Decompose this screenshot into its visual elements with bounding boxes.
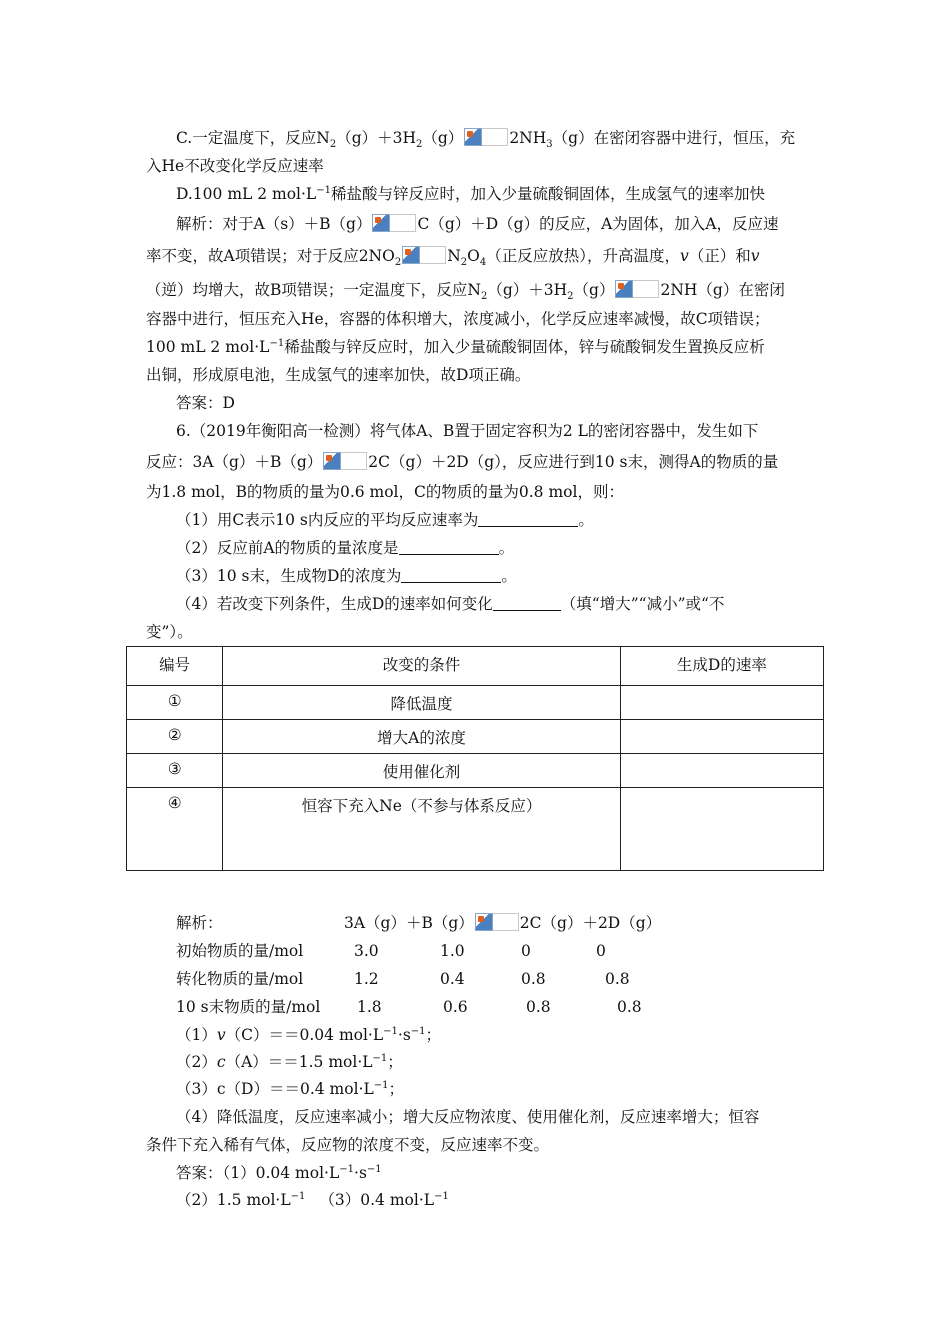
table-header: 生成D的速率 bbox=[620, 647, 823, 686]
row-label: 转化物质的量/mol bbox=[176, 970, 304, 988]
row-value: 0.6 bbox=[443, 998, 468, 1016]
analysis1-line4: 容器中进行，恒压充入He，容器的体积增大，浓度减小，化学反应速率减慢，故C项错误； bbox=[146, 310, 770, 328]
equilibrium-arrow-image bbox=[323, 452, 367, 470]
equilibrium-arrow-image bbox=[372, 214, 416, 232]
answer-2-line2: （2）1.5 $mol\cdot L^{-1}$ （3）0.4 $mol\cdot L^{-1}$ bbox=[176, 1190, 449, 1209]
row-value: 0.8 bbox=[521, 970, 546, 988]
question6-line1: 6.（2019年衡阳高一检测）将气体A、B置于固定容积为2 L的密闭容器中，发生如下 bbox=[176, 422, 759, 440]
question6-part1: （1）用C表示10 s内反应的平均反应速率为 。 bbox=[176, 511, 594, 529]
equilibrium-arrow-image bbox=[402, 246, 446, 264]
row-label: 初始物质的量/mol bbox=[176, 942, 304, 960]
equilibrium-arrow-image bbox=[615, 280, 659, 298]
table-cell-answer[interactable] bbox=[620, 686, 823, 720]
calc-2: （2）c（A）＝＝1.5 $mol\cdot L^{-1}$； bbox=[176, 1052, 403, 1071]
row-value: 1.0 bbox=[440, 942, 465, 960]
row-value: 0.8 bbox=[605, 970, 630, 988]
table-cell: 恒容下充入Ne（不参与体系反应） bbox=[223, 788, 620, 871]
table-cell: ② bbox=[127, 720, 223, 754]
equilibrium-arrow-image bbox=[475, 913, 519, 931]
table-cell-answer[interactable] bbox=[620, 788, 823, 871]
table-cell: 使用催化剂 bbox=[223, 754, 620, 788]
analysis1-line2: 率不变，故A项错误；对于反应$2NO_2$ $N_2O_4$（正反应放热），升高温度，v（正）和v bbox=[146, 247, 760, 269]
table-cell: ① bbox=[127, 686, 223, 720]
option-c-line2: 入He不改变化学反应速率 bbox=[146, 157, 324, 175]
row-value: 1.8 bbox=[357, 998, 382, 1016]
question6-line3: 为1.8 mol，B的物质的量为0.6 mol，C的物质的量为0.8 mol，则： bbox=[146, 483, 624, 501]
table-header-row bbox=[127, 647, 824, 686]
analysis1-line1: 解析：对于A（s）＋B（g） C（g）＋D（g）的反应，A为固体，加入A，反应速 bbox=[176, 215, 779, 233]
row-value: 3.0 bbox=[354, 942, 379, 960]
row-value: 1.2 bbox=[354, 970, 379, 988]
answer-1: 答案：D bbox=[176, 394, 235, 412]
table-cell: ③ bbox=[127, 754, 223, 788]
question6-line2: 反应：3A（g）＋B（g） 2C（g）＋2D（g），反应进行到10 s末，测得A的物质的量 bbox=[146, 453, 779, 471]
analysis1-line6: 出铜，形成原电池，生成氢气的速率加快，故D项正确。 bbox=[146, 366, 531, 384]
answer-2-line1: 答案：（1）0.04 $mol\cdot L^{-1}\cdot s^{-1}$ bbox=[176, 1163, 382, 1182]
answer-blank[interactable] bbox=[478, 510, 578, 527]
table-cell: 增大A的浓度 bbox=[223, 720, 620, 754]
calc-3: （3）c（D）＝＝0.4 $mol\cdot L^{-1}$； bbox=[176, 1079, 405, 1098]
row-value: 0.4 bbox=[440, 970, 465, 988]
option-c-line1: C.一定温度下，反应$N_2(g)+3H_2(g)$ $2NH_3(g)$在密闭容器中进行，恒压，充 bbox=[176, 129, 796, 151]
calc-1: （1）v（C）＝＝0.04 $mol\cdot L^{-1}\cdot s^{-1}$； bbox=[176, 1025, 442, 1044]
row-value: 0 bbox=[596, 942, 606, 960]
question6-part4-cont: 变”）。 bbox=[146, 623, 193, 641]
table-row bbox=[127, 754, 824, 788]
answer-blank[interactable] bbox=[399, 538, 499, 555]
analysis2-label: 解析： bbox=[176, 914, 223, 932]
equilibrium-arrow-image bbox=[464, 128, 508, 146]
table-cell: ④ bbox=[127, 788, 223, 871]
answer-blank[interactable] bbox=[493, 594, 561, 611]
table-row bbox=[127, 720, 824, 754]
row-value: 0.8 bbox=[617, 998, 642, 1016]
row-value: 0.8 bbox=[526, 998, 551, 1016]
row-value: 0 bbox=[521, 942, 531, 960]
table-row bbox=[127, 686, 824, 720]
conditions-table bbox=[126, 646, 824, 871]
table-cell: 降低温度 bbox=[223, 686, 620, 720]
table-header: 编号 bbox=[127, 647, 223, 686]
question6-part3: （3）10 s末，生成物D的浓度为 。 bbox=[176, 567, 517, 585]
analysis2-equation: 3A（g）＋B（g） 2C（g）＋2D（g） bbox=[344, 914, 662, 932]
row-label: 10 s末物质的量/mol bbox=[176, 998, 321, 1016]
analysis1-line3: （逆）均增大，故B项错误；一定温度下，反应$N_2(g)+3H_2(g)$ 2NH（g）在密闭 bbox=[146, 281, 785, 303]
table-cell-answer[interactable] bbox=[620, 754, 823, 788]
table-cell-answer[interactable] bbox=[620, 720, 823, 754]
analysis1-line5: 100 mL 2 $mol\cdot L^{-1}$稀盐酸与锌反应时，加入少量硫酸铜固体，锌与硫酸铜发生置换反应析 bbox=[146, 337, 765, 356]
calc-4-line2: 条件下充入稀有气体，反应物的浓度不变，反应速率不变。 bbox=[146, 1136, 550, 1154]
table-row bbox=[127, 788, 824, 871]
option-d: D.100 mL 2 $mol\cdot L^{-1}$稀盐酸与锌反应时，加入少量硫酸铜固体，生成氢气的速率加快 bbox=[176, 184, 765, 203]
answer-blank[interactable] bbox=[401, 566, 501, 583]
question6-part4: （4）若改变下列条件，生成D的速率如何变化 （填“增大”“减小”或“不 bbox=[176, 595, 725, 613]
calc-4-line1: （4）降低温度，反应速率减小；增大反应物浓度、使用催化剂，反应速率增大；恒容 bbox=[176, 1108, 760, 1126]
table-header: 改变的条件 bbox=[223, 647, 620, 686]
question6-part2: （2）反应前A的物质的量浓度是 。 bbox=[176, 539, 515, 557]
